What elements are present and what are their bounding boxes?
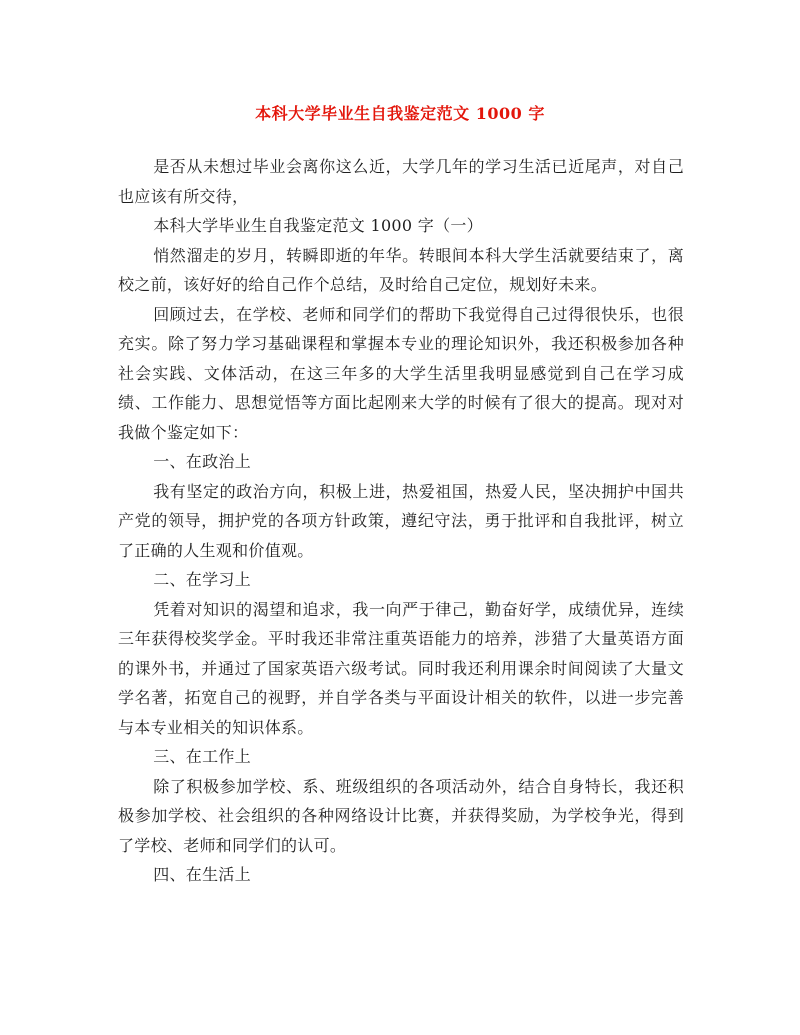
document-title: 本科大学毕业生自我鉴定范文 1000 字 bbox=[255, 104, 545, 123]
section-heading-study: 二、在学习上 bbox=[153, 570, 251, 589]
section-heading-politics: 一、在政治上 bbox=[153, 452, 251, 471]
section-heading-work: 三、在工作上 bbox=[153, 747, 251, 766]
section-heading-article-1: 本科大学毕业生自我鉴定范文 1000 字（一） bbox=[153, 216, 483, 235]
intro-paragraph: 是否从未想过毕业会离你这么近，大学几年的学习生活已近尾声，对自己也应该有所交待， bbox=[118, 157, 684, 206]
opening-paragraph: 悄然溜走的岁月，转瞬即逝的年华。转眼间本科大学生活就要结束了，离校之前，该好好的给自己作个总结，及时给自己定位，规划好未来。 bbox=[118, 245, 684, 294]
study-paragraph: 凭着对知识的渴望和追求，我一向严于律己，勤奋好学，成绩优异，连续三年获得校奖学金。平时我还非常注重英语能力的培养，涉猎了大量英语方面的课外书，并通过了国家英语六级考试。同时我还利用课余时间阅读了大量文学名著，拓宽自己的视野，并自学各类与平面设计相关的软件，以进一步完善与本专业相关的知识体系。 bbox=[118, 599, 684, 737]
politics-paragraph: 我有坚定的政治方向，积极上进，热爱祖国，热爱人民，坚决拥护中国共产党的领导，拥护党的各项方针政策，遵纪守法，勇于批评和自我批评，树立了正确的人生观和价值观。 bbox=[118, 481, 684, 560]
review-paragraph: 回顾过去，在学校、老师和同学们的帮助下我觉得自己过得很快乐，也很充实。除了努力学习基础课程和掌握本专业的理论知识外，我还积极参加各种社会实践、文体活动，在这三年多的大学生活里我明显感觉到自己在学习成绩、工作能力、思想觉悟等方面比起刚来大学的时候有了很大的提高。现对对我做个鉴定如下： bbox=[118, 304, 684, 442]
section-heading-life: 四、在生活上 bbox=[153, 865, 251, 884]
document-body bbox=[118, 152, 684, 890]
work-paragraph: 除了积极参加学校、系、班级组织的各项活动外，结合自身特长，我还积极参加学校、社会组织的各种网络设计比赛，并获得奖励，为学校争光，得到了学校、老师和同学们的认可。 bbox=[118, 776, 684, 855]
